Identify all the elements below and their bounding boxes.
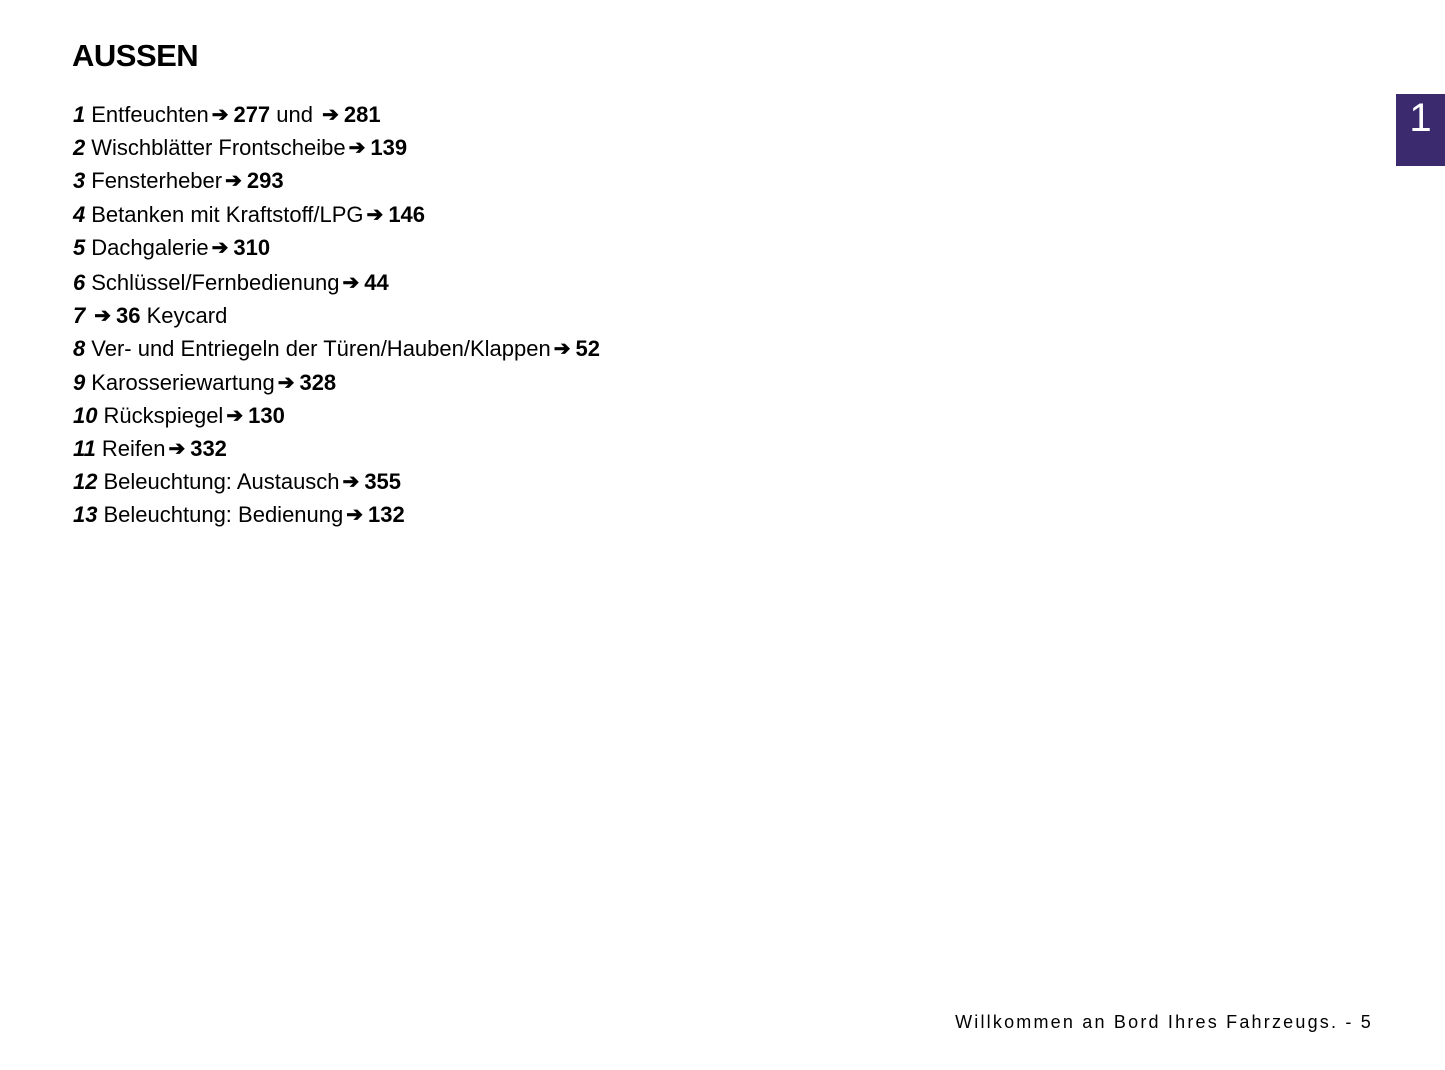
item-label: Rückspiegel [103, 402, 224, 428]
toc-item [73, 366, 600, 399]
arrow-right-icon: ➔ [348, 137, 366, 160]
page-reference-link[interactable]: 132 [368, 502, 405, 528]
item-number: 13 [73, 502, 98, 528]
page-reference-link[interactable]: 293 [246, 168, 284, 194]
page-reference-link[interactable]: 355 [364, 469, 402, 495]
toc-item [73, 198, 600, 231]
page-reference-link[interactable]: 139 [370, 135, 408, 161]
item-label: Ver- und Entriegeln der Türen/Hauben/Klappen [91, 336, 551, 362]
item-number: 4 [73, 201, 86, 227]
item-suffix: Keycard [146, 303, 228, 329]
page-reference-link[interactable]: 332 [190, 435, 227, 461]
toc-item [73, 465, 600, 498]
page-reference-link[interactable]: 146 [388, 201, 426, 227]
page-reference-link[interactable]: 310 [233, 234, 271, 260]
toc-item [73, 299, 600, 332]
item-label: Schlüssel/Fernbedienung [91, 269, 340, 295]
page-footer: Willkommen an Bord Ihres Fahrzeugs. - 5 [955, 1012, 1373, 1032]
arrow-right-icon: ➔ [225, 170, 242, 193]
item-number: 10 [73, 402, 98, 428]
toc-list [73, 98, 600, 531]
toc-item [73, 432, 600, 465]
item-number: 6 [73, 269, 86, 295]
item-label: Beleuchtung: Austausch [103, 469, 340, 495]
item-number: 5 [73, 234, 86, 260]
item-number: 12 [73, 469, 98, 495]
arrow-right-icon: ➔ [346, 504, 364, 527]
item-label: Betanken mit Kraftstoff/LPG [91, 201, 364, 227]
toc-item [73, 164, 600, 197]
item-label: Entfeuchten [91, 102, 209, 127]
item-number: 7 [73, 303, 86, 329]
page-reference-link[interactable]: 130 [248, 402, 285, 428]
arrow-right-icon: ➔ [553, 338, 571, 361]
arrow-right-icon: ➔ [168, 437, 186, 460]
item-label: Dachgalerie [91, 234, 209, 260]
toc-item [73, 98, 600, 131]
arrow-right-icon: ➔ [211, 104, 229, 126]
arrow-right-icon: ➔ [211, 236, 229, 259]
toc-item [73, 332, 600, 365]
page-reference-link[interactable]: 52 [575, 336, 600, 362]
toc-item [73, 231, 600, 264]
page-reference-link[interactable]: 36 [116, 303, 141, 329]
toc-item [73, 498, 600, 531]
arrow-right-icon: ➔ [94, 305, 112, 328]
page-reference-link[interactable]: 281 [343, 102, 381, 127]
toc-item [73, 131, 600, 164]
item-label: Reifen [101, 435, 166, 461]
item-number: 2 [73, 135, 86, 161]
item-number: 1 [73, 102, 86, 127]
arrow-right-icon: ➔ [342, 471, 360, 494]
item-number: 3 [73, 168, 86, 194]
arrow-right-icon: ➔ [226, 404, 244, 427]
chapter-number: 1 [1409, 96, 1432, 140]
page-title: AUSSEN [72, 38, 199, 73]
arrow-right-icon: ➔ [322, 104, 339, 126]
item-label: Wischblätter Frontscheibe [91, 135, 346, 161]
arrow-right-icon: ➔ [342, 271, 360, 294]
item-label: Fensterheber [91, 168, 223, 194]
toc-item [73, 266, 600, 299]
arrow-right-icon: ➔ [366, 203, 384, 226]
page-reference-link[interactable]: 44 [364, 269, 389, 295]
item-number: 9 [73, 369, 86, 395]
page-reference-link[interactable]: 328 [299, 369, 337, 395]
toc-item [73, 399, 600, 432]
item-label: Karosseriewartung [91, 369, 275, 395]
chapter-tab [1396, 94, 1445, 166]
arrow-right-icon: ➔ [277, 371, 295, 394]
page-reference-link[interactable]: 277 [233, 102, 271, 127]
item-number: 11 [73, 435, 96, 461]
item-number: 8 [73, 336, 86, 362]
item-label: Beleuchtung: Bedienung [103, 502, 344, 528]
item-suffix: und [276, 102, 314, 127]
